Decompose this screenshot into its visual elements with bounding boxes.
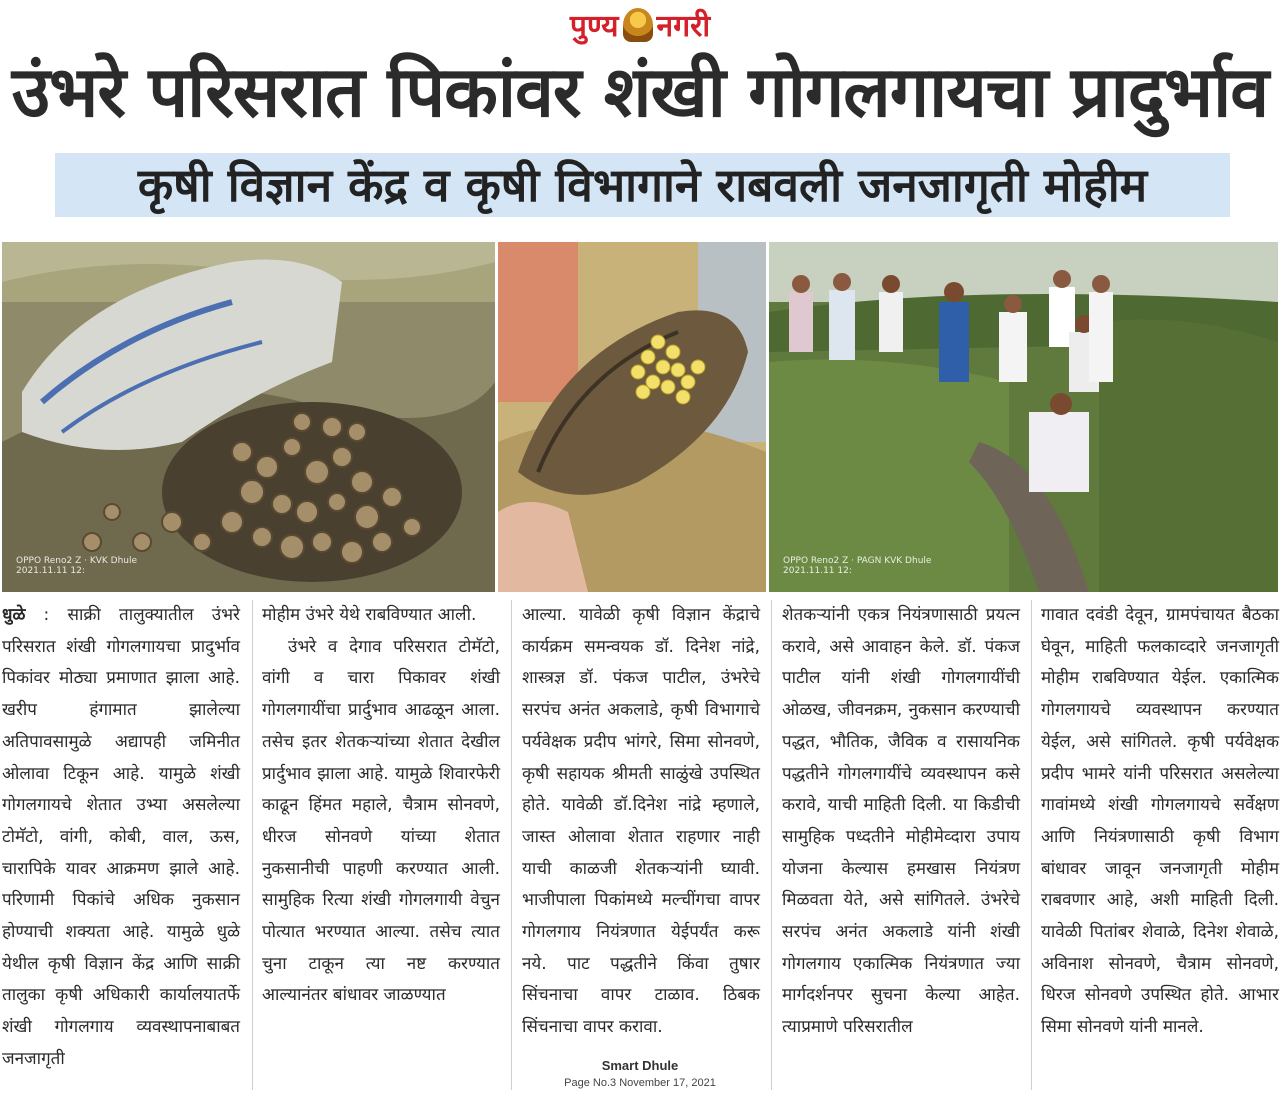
- article-paragraph: शेतकऱ्यांनी एकत्र नियंत्रणासाठी प्रयत्न करावे, असे आवाहन केले. डॉ. पंकज पाटील यांनी शंखी गोगलगायींची ओळख, जीवनक्रम, नुकसान करण्याची पद्धत, भौतिक, जैविक व रासायनिक पद्धतीने गोगलगायींचे व्यवस्थापन कसे करावे, याची माहिती दिली. या किडीची सामुहिक पध्दतीने मोहीमेव्दारा उपाय योजना केल्यास हमखास नियंत्रण मिळवता येते, असे सांगितले. उंभरेचे सरपंच अनंत अकलाडे यांनी शंखी गोगलगाय एकात्मिक नियंत्रणात ज्या मार्गदर्शनपर सुचना केल्या आहेत. त्याप्रमाणे परिसरातील: [782, 605, 1020, 1038]
- photo-stamp: OPPO Reno2 Z · PAGN KVK Dhule 2021.11.11 12:: [783, 556, 932, 576]
- deity-emblem-icon: [623, 8, 653, 42]
- article-column-1: [2, 600, 240, 1076]
- article-column-2: [262, 600, 500, 1012]
- article-paragraph: मोहीम उंभरे येथे राबविण्यात आली.: [262, 605, 477, 625]
- column-divider: [1031, 600, 1032, 1090]
- article-paragraph: उंभरे व देगाव परिसरात टोमॅटो, वांगी व चारा पिकावर शंखी गोगलगायींचा प्रार्दुभाव आढळून आला. तसेच इतर शेतकऱ्यांच्या शेतात देखील प्रार्दुभाव झाला आहे. यामुळे शिवारफेरी काढून हिंमत महाले, चैत्राम सोनवणे, धीरज सोनवणे यांच्या शेतात नुकसानीची पाहणी करण्यात आली. सामुहिक रित्या शंखी गोगलगायी वेचुन पोत्यात भरण्यात आल्या. तसेच त्यात चुना टाकून त्या नष्ट करण्यात आल्यानंतर बांधावर जाळण्यात: [262, 636, 500, 1006]
- brand-logo: [570, 4, 710, 45]
- article-paragraph: गावात दवंडी देवून, ग्रामपंचायत बैठका घेवून, माहिती फलकाव्दारे जनजागृती मोहीम राबविण्यात येईल. एकात्मिक गोगलगायचे व्यवस्थापन करण्यात येईल, असे सांगितले. कृषी पर्यवेक्षक प्रदीप भामरे यांनी परिसरात असलेल्या गावांमध्ये शंखी गोगलगायचे सर्वेक्षण आणि नियंत्रणासाठी कृषी विभाग बांधावर जावून जनजागृती मोहीम राबवणार आहे, अशी माहिती दिली. यावेळी पितांबर शेवाळे, दिनेश शेवाळे, अविनाश सोनवणे, चैत्राम सोनवणे, धिरज सोनवणे उपस्थित होते. आभार सिमा सोनवणे यांनी मानले.: [1041, 605, 1279, 1038]
- publication-name: Smart Dhule: [601, 1058, 679, 1073]
- brand-left-word: पुण्य: [569, 9, 619, 44]
- subheadline: कृषी विज्ञान केंद्र व कृषी विभागाने राबवली जनजागृती मोहीम: [55, 153, 1230, 217]
- page-info: Page No.3 November 17, 2021: [564, 1077, 716, 1089]
- article-column-3: [522, 600, 760, 1044]
- column-divider: [252, 600, 253, 1090]
- brand-right-word: नगरी: [656, 9, 711, 44]
- article-column-5: [1041, 600, 1279, 1044]
- article-column-4: [782, 600, 1020, 1044]
- article-paragraph: धुळे : साक्री तालुक्यातील उंभरे परिसरात शंखी गोगलगायचा प्रादुर्भाव पिकांवर मोठ्या प्रमाणात झाला आहे. खरीप हंगामात झालेल्या अतिपावसामुळे अद्यापही जमिनीत ओलावा टिकून आहे. यामुळे शंखी गोगलगायचे शेतात उभ्या असलेल्या टोमॅटो, वांगी, कोबी, वाल, ऊस, चारापिके यावर आक्रमण झाले आहे. परिणामी पिकांचे अधिक नुकसान होण्याची शक्यता आहे. यामुळे धुळे येथील कृषी विज्ञान केंद्र आणि साक्री तालुका कृषी अधिकारी कार्यालयातर्फे शंखी गोगलगाय व्यवस्थापनाबाबत जनजागृती: [2, 605, 240, 1069]
- photo-field-inspection: [769, 242, 1278, 592]
- dateline: धुळे: [2, 605, 26, 625]
- photo-snails-sack: [2, 242, 495, 592]
- photo-stamp: OPPO Reno2 Z · KVK Dhule 2021.11.11 12:: [16, 556, 138, 576]
- photo-snail-eggs: [498, 242, 766, 592]
- column-divider: [511, 600, 512, 1090]
- headline: उंभरे परिसरात पिकांवर शंखी गोगलगायचा प्रादुर्भाव: [11, 51, 1269, 133]
- article-paragraph: आल्या. यावेळी कृषी विज्ञान केंद्राचे कार्यक्रम समन्वयक डॉ. दिनेश नांद्रे, शास्त्रज्ञ डॉ. पंकज पाटील, उंभरेचे सरपंच अनंत अकलाडे, कृषी विभागाचे पर्यवेक्षक प्रदीप भांगरे, सिमा सोनवणे, कृषी सहायक श्रीमती साळुंखे उपस्थित होते. यावेळी डॉ.दिनेश नांद्रे म्हणाले, जास्त ओलावा शेतात राहणार नाही याची काळजी शेतकऱ्यांनी घ्यावी. भाजीपाला पिकांमध्ये मल्चींगचा वापर गोगलगाय नियंत्रणात येईपर्यंत करू नये. पाट पद्धतीने किंवा तुषार सिंचनाचा वापर टाळाव. ठिबक सिंचनाचा वापर करावा.: [522, 605, 760, 1038]
- column-divider: [771, 600, 772, 1090]
- masthead: [0, 0, 1280, 46]
